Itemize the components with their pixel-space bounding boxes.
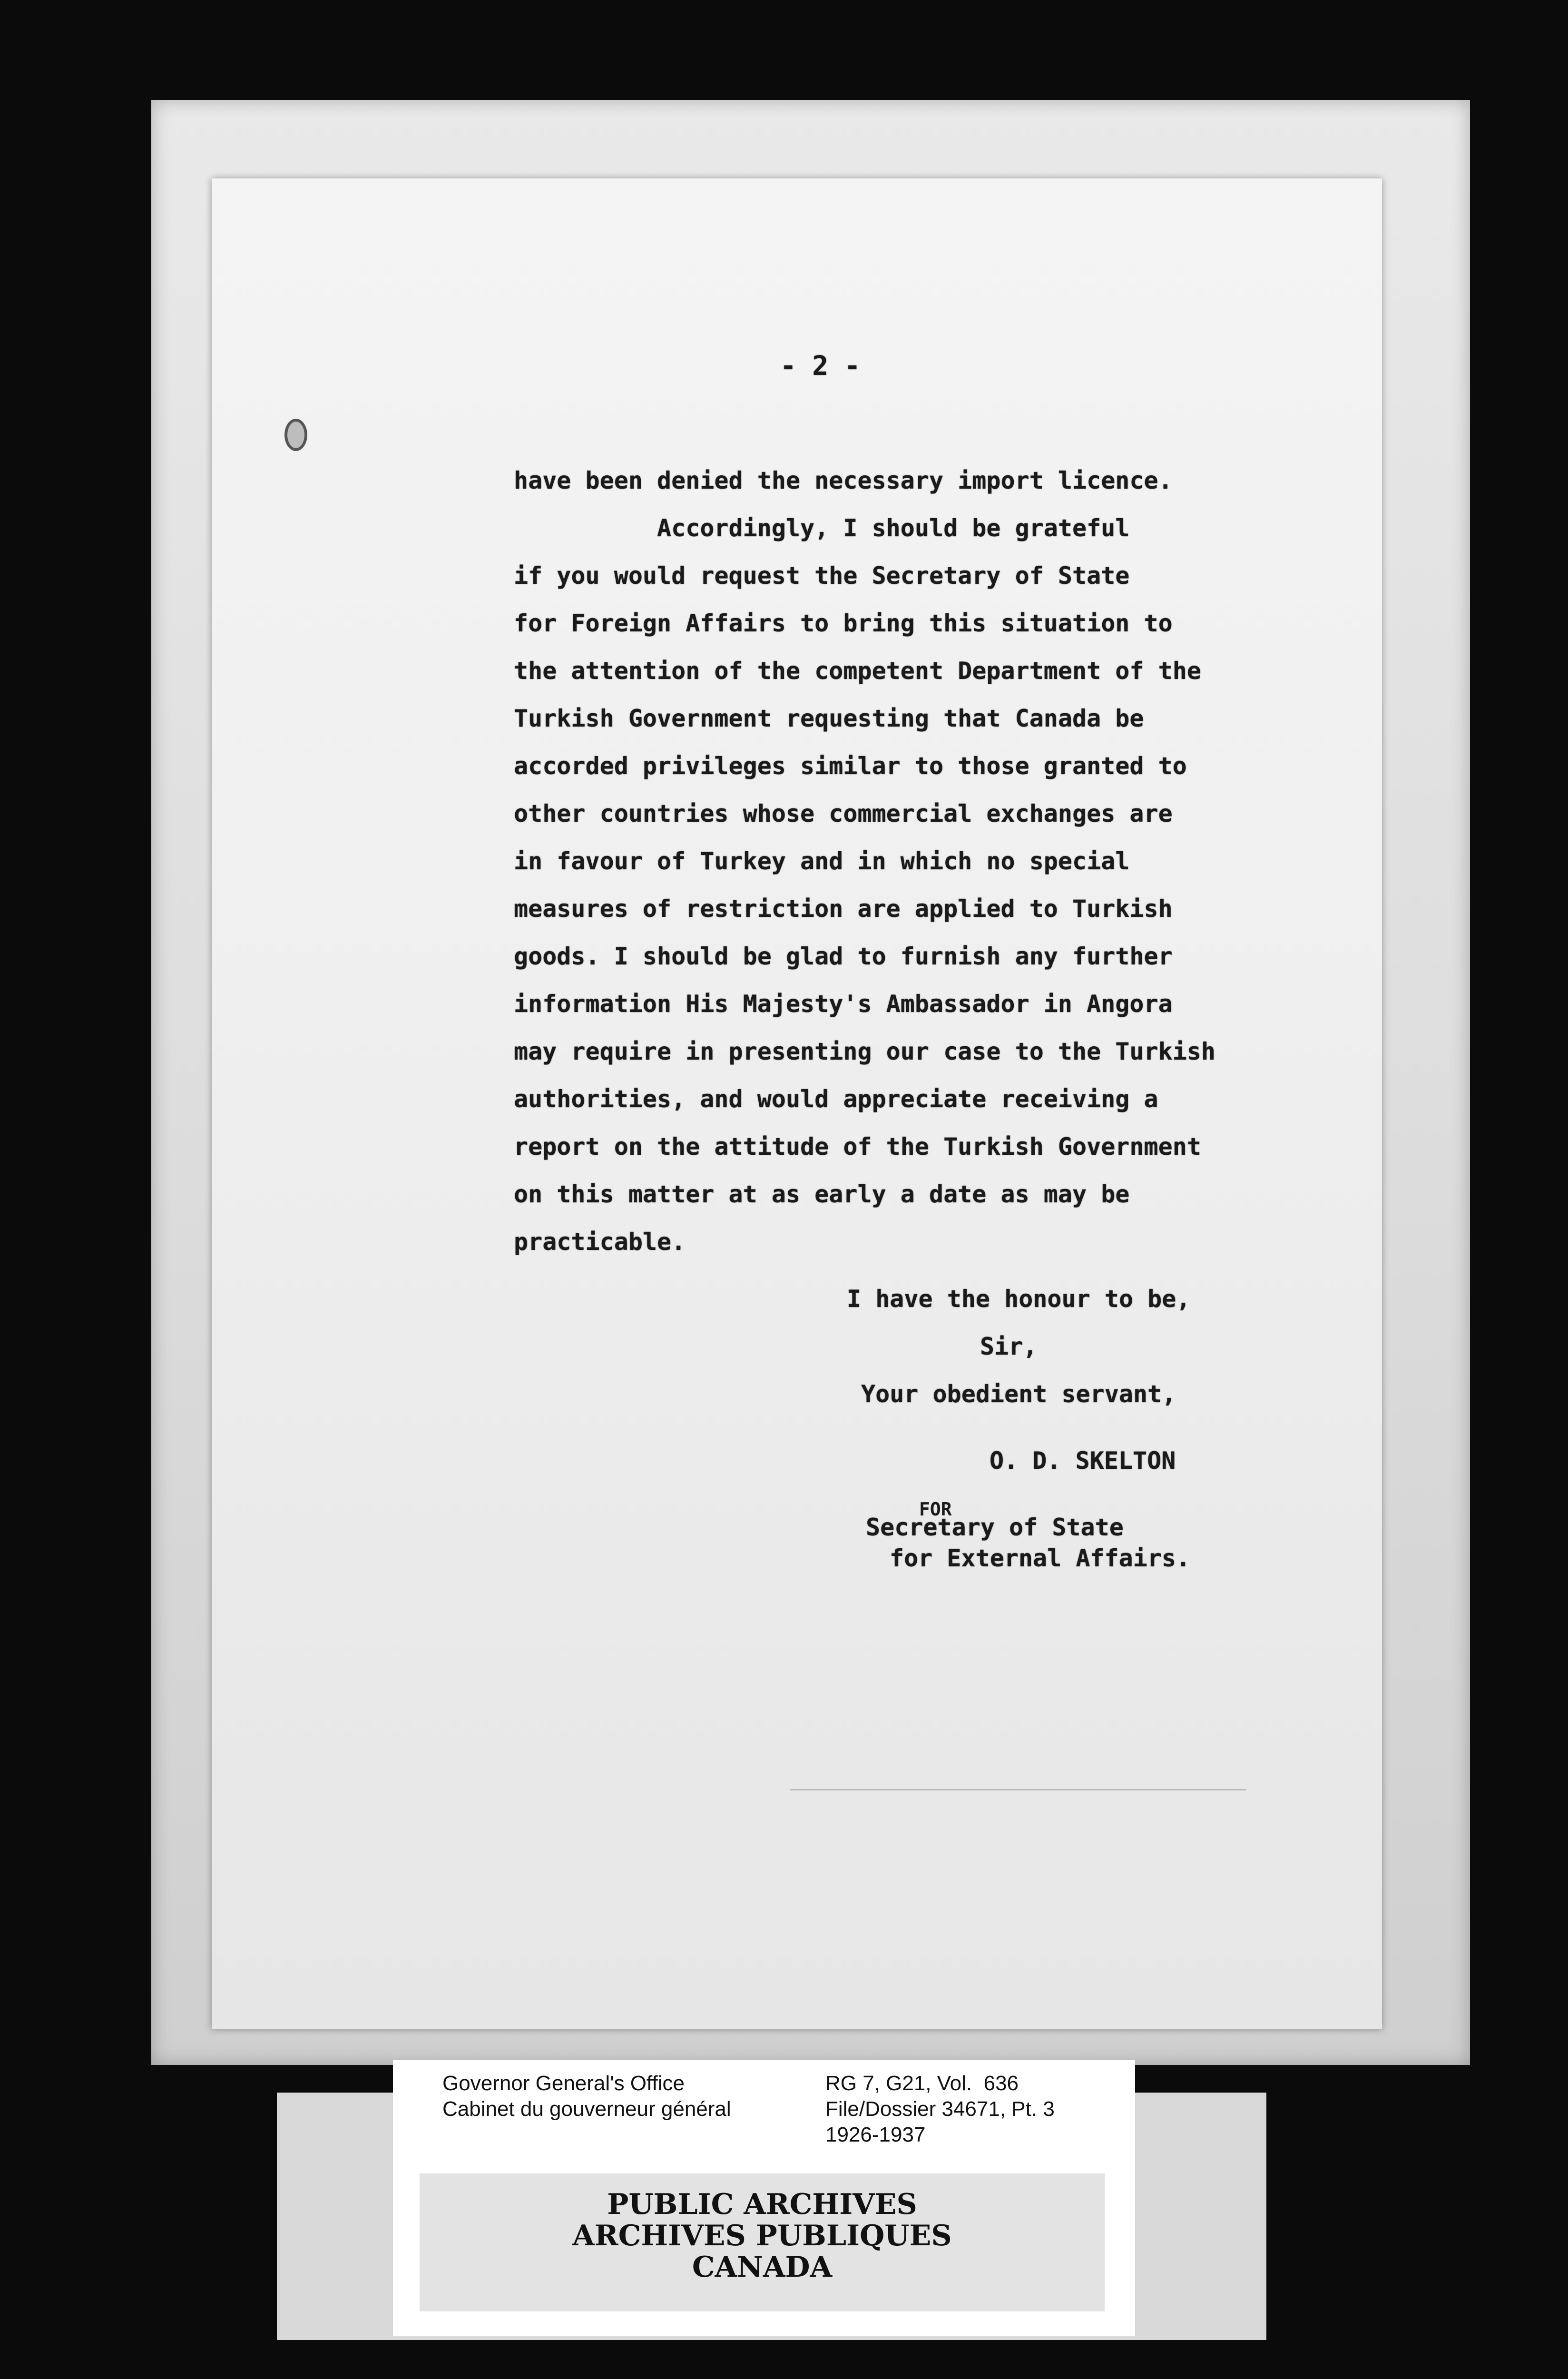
body-line: authorities, and would appreciate receiving a bbox=[514, 1085, 1158, 1113]
page-number: - 2 - bbox=[780, 351, 861, 382]
signature-name: O. D. SKELTON bbox=[990, 1447, 1176, 1475]
closing-salutation: Sir, bbox=[980, 1333, 1038, 1360]
for-label: FOR bbox=[919, 1499, 952, 1520]
faint-rule bbox=[790, 1789, 1246, 1790]
closing-servant: Your obedient servant, bbox=[861, 1380, 1176, 1408]
closing-honour: I have the honour to be, bbox=[847, 1285, 1191, 1313]
body-line: goods. I should be glad to furnish any further bbox=[514, 943, 1173, 970]
body-line: other countries whose commercial exchanges are bbox=[514, 800, 1173, 827]
body-line: in favour of Turkey and in which no special bbox=[514, 847, 1130, 875]
body-line: if you would request the Secretary of State bbox=[514, 562, 1130, 590]
body-line: practicable. bbox=[514, 1228, 686, 1256]
file-dossier: File/Dossier 34671, Pt. 3 bbox=[825, 2097, 1055, 2121]
body-line: measures of restriction are applied to Turkish bbox=[514, 895, 1173, 923]
stamp-line-1: PUBLIC ARCHIVES bbox=[607, 2188, 917, 2221]
body-line: information His Majesty's Ambassador in Angora bbox=[514, 990, 1173, 1018]
body-line: may require in presenting our case to the Turkish bbox=[514, 1038, 1216, 1065]
signatory-title-2: for External Affairs. bbox=[890, 1544, 1191, 1572]
stamp-line-2: ARCHIVES PUBLIQUES bbox=[572, 2219, 952, 2252]
record-group: RG 7, G21, Vol. 636 bbox=[825, 2072, 1019, 2095]
punch-hole bbox=[284, 419, 307, 451]
body-line: the attention of the competent Department of the bbox=[514, 657, 1201, 685]
body-line: Turkish Government requesting that Canada be bbox=[514, 705, 1144, 732]
body-line: on this matter at as early a date as may be bbox=[514, 1180, 1130, 1208]
office-name-fr: Cabinet du gouverneur général bbox=[442, 2097, 731, 2121]
body-line: Accordingly, I should be grateful bbox=[514, 514, 1130, 542]
body-line: report on the attitude of the Turkish Government bbox=[514, 1133, 1201, 1160]
signatory-title-1: Secretary of State bbox=[866, 1514, 1124, 1541]
stamp-line-3: CANADA bbox=[692, 2251, 833, 2284]
date-range: 1926-1937 bbox=[825, 2123, 926, 2146]
office-name-en: Governor General's Office bbox=[442, 2072, 685, 2095]
body-line: have been denied the necessary import licence. bbox=[514, 467, 1173, 494]
body-line: accorded privileges similar to those granted to bbox=[514, 752, 1187, 780]
body-line: for Foreign Affairs to bring this situation to bbox=[514, 609, 1173, 637]
